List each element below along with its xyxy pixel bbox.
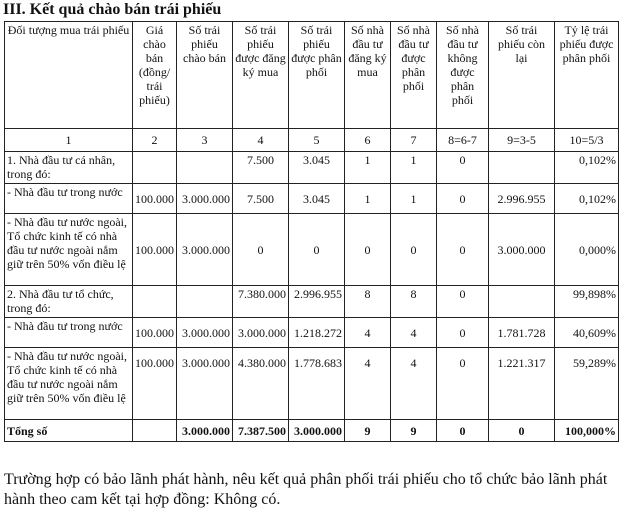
total-ratio-cell: 100,000% [555,420,619,442]
investors-registered-cell: 8 [345,286,391,318]
offered-cell: 3.000.000 [177,318,233,348]
price-cell [133,286,177,318]
investors-registered-cell: 1 [345,184,391,214]
offered-cell [177,286,233,318]
remaining-cell [489,286,555,318]
column-number: 2 [133,129,177,152]
investors-not-distributed-cell: 0 [437,318,489,348]
investors-distributed-cell: 0 [391,214,437,286]
ratio-cell: 0,102% [555,152,619,184]
column-number: 1 [5,129,133,152]
investors-not-distributed-cell: 0 [437,348,489,420]
row-label: - Nhà đầu tư nước ngoài, Tổ chức kinh tế có nhà đầu tư nước ngoài nắm giữ trên 50% vốn điều lệ [5,214,133,286]
distributed-cell: 1.218.272 [289,318,345,348]
investors-not-distributed-cell: 0 [437,214,489,286]
price-cell: 100.000 [133,318,177,348]
header-cell: Số trái phiếu được đăng ký mua [233,22,289,129]
row-label: 1. Nhà đầu tư cá nhân, trong đó: [5,152,133,184]
ratio-cell: 40,609% [555,318,619,348]
total-price-cell [133,420,177,442]
price-cell: 100.000 [133,214,177,286]
total-distributed-cell: 3.000.000 [289,420,345,442]
underwriting-note: Trường hợp có bảo lãnh phát hành, nêu kết quả phân phối trái phiếu cho tổ chức bảo lãnh phát hành theo cam kết tại hợp đồng: Không có. [4,471,608,508]
header-cell: Đối tượng mua trái phiếu [5,22,133,129]
price-cell: 100.000 [133,348,177,420]
column-number: 4 [233,129,289,152]
total-label: Tổng số [5,420,133,442]
remaining-cell [489,152,555,184]
header-cell: Tỷ lệ trái phiếu được phân phối [555,22,619,129]
total-investors-registered-cell: 9 [345,420,391,442]
total-registered-cell: 7.387.500 [233,420,289,442]
offered-cell: 3.000.000 [177,184,233,214]
total-offered-cell: 3.000.000 [177,420,233,442]
table-row [5,152,619,184]
section-title: III. Kết quả chào bán trái phiếu [3,1,222,18]
distributed-cell: 3.045 [289,152,345,184]
remaining-cell: 3.000.000 [489,214,555,286]
header-cell: Giá chào bán (đồng/ trái phiếu) [133,22,177,129]
investors-distributed-cell: 4 [391,348,437,420]
ratio-cell: 99,898% [555,286,619,318]
remaining-cell: 2.996.955 [489,184,555,214]
investors-not-distributed-cell: 0 [437,286,489,318]
distributed-cell: 2.996.955 [289,286,345,318]
column-number: 5 [289,129,345,152]
offered-cell [177,152,233,184]
investors-registered-cell: 4 [345,348,391,420]
remaining-cell: 1.221.317 [489,348,555,420]
registered-cell: 4.380.000 [233,348,289,420]
ratio-cell: 0,000% [555,214,619,286]
investors-distributed-cell: 1 [391,152,437,184]
column-number: 3 [177,129,233,152]
column-number: 10=5/3 [555,129,619,152]
investors-distributed-cell: 4 [391,318,437,348]
distributed-cell: 1.778.683 [289,348,345,420]
table-row [5,348,619,420]
ratio-cell: 0,102% [555,184,619,214]
table-row [5,214,619,286]
column-number: 6 [345,129,391,152]
investors-registered-cell: 1 [345,152,391,184]
header-cell: Số nhà đầu tư đăng ký mua [345,22,391,129]
table-row [5,318,619,348]
registered-cell: 3.000.000 [233,318,289,348]
registered-cell: 7.380.000 [233,286,289,318]
header-cell: Số nhà đầu tư không được phân phối [437,22,489,129]
header-cell: Số trái phiếu còn lại [489,22,555,129]
ratio-cell: 59,289% [555,348,619,420]
total-row [5,420,619,442]
investors-registered-cell: 0 [345,214,391,286]
remaining-cell: 1.781.728 [489,318,555,348]
total-investors-not-distributed-cell: 0 [437,420,489,442]
header-cell: Số trái phiếu chào bán [177,22,233,129]
column-number: 7 [391,129,437,152]
total-investors-distributed-cell: 9 [391,420,437,442]
investors-not-distributed-cell: 0 [437,184,489,214]
header-cell: Số trái phiếu được phân phối [289,22,345,129]
row-label: - Nhà đầu tư trong nước [5,318,133,348]
header-cell: Số nhà đầu tư được phân phối [391,22,437,129]
price-cell [133,152,177,184]
registered-cell: 7.500 [233,184,289,214]
investors-distributed-cell: 1 [391,184,437,214]
price-cell: 100.000 [133,184,177,214]
column-number-row [5,129,619,152]
investors-distributed-cell: 8 [391,286,437,318]
offered-cell: 3.000.000 [177,348,233,420]
row-label: 2. Nhà đầu tư tổ chức, trong đó: [5,286,133,318]
registered-cell: 7.500 [233,152,289,184]
distributed-cell: 0 [289,214,345,286]
total-remaining-cell: 0 [489,420,555,442]
column-number: 9=3-5 [489,129,555,152]
investors-not-distributed-cell: 0 [437,152,489,184]
column-number: 8=6-7 [437,129,489,152]
row-label: - Nhà đầu tư trong nước [5,184,133,214]
distributed-cell: 3.045 [289,184,345,214]
header-row [5,22,619,129]
table-row [5,286,619,318]
offered-cell: 3.000.000 [177,214,233,286]
table-row [5,184,619,214]
investors-registered-cell: 4 [345,318,391,348]
registered-cell: 0 [233,214,289,286]
row-label: - Nhà đầu tư nước ngoài, Tổ chức kinh tế có nhà đầu tư nước ngoài nắm giữ trên 50% vốn điều lệ [5,348,133,420]
bond-offering-results-table [4,21,619,442]
